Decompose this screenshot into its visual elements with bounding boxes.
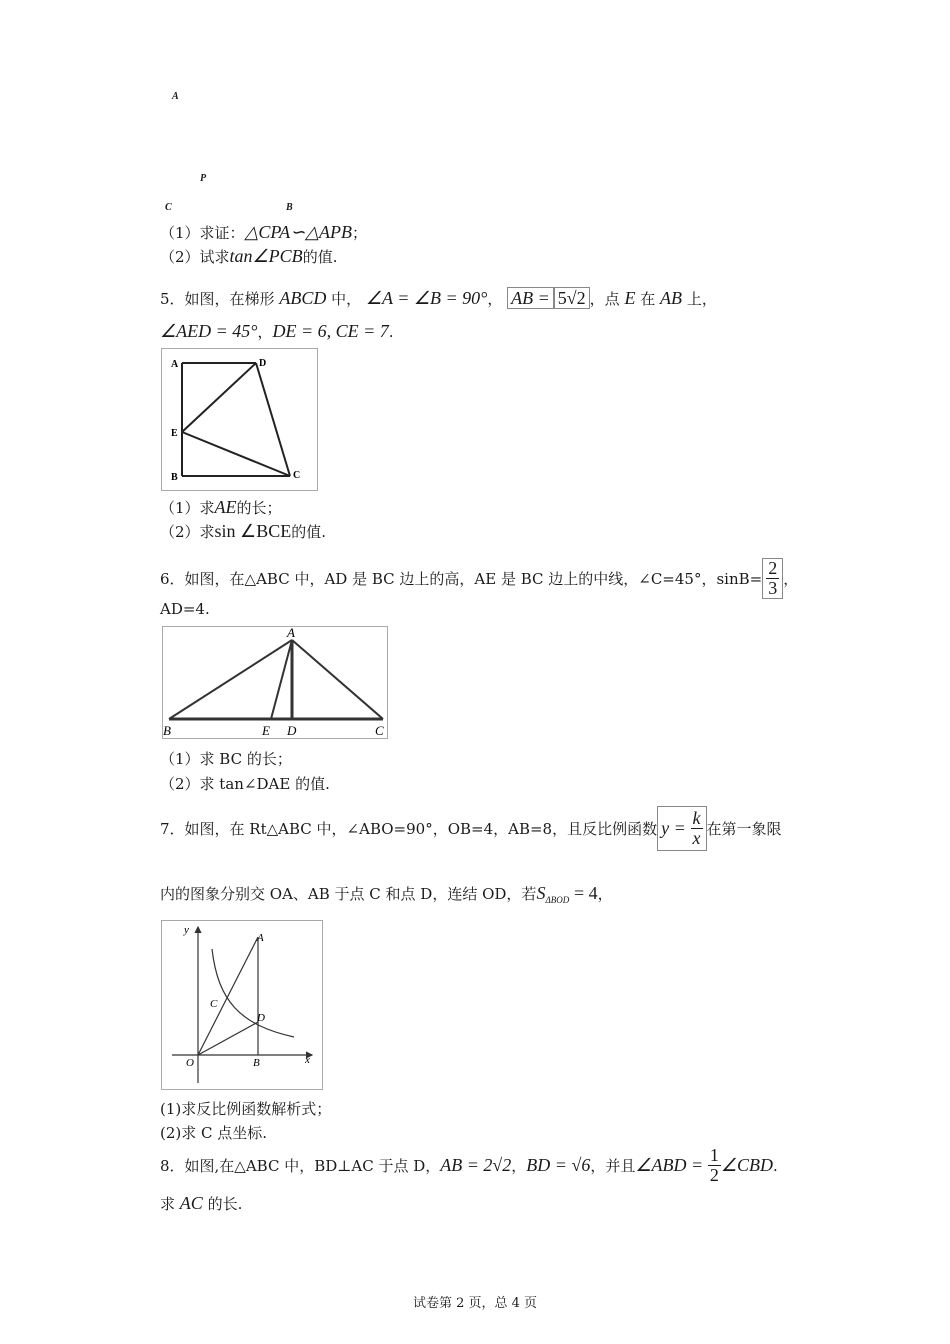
q7-figure	[161, 920, 323, 1090]
q6-figure	[162, 626, 388, 739]
fig7-label-y: y	[184, 924, 189, 936]
q6-line2: AD=4.	[160, 600, 210, 618]
fig5-label-b: B	[171, 472, 178, 483]
fig5-label-e: E	[171, 428, 178, 439]
fig5-label-d: D	[259, 358, 267, 369]
q7-line1: 7．如图，在 Rt△ABC 中，∠ABO=90°，OB=4，AB=8，且反比例函数 y = $\frac{k}{x}$ 在第一象限	[160, 806, 782, 851]
fig6-label-b: B	[163, 723, 171, 738]
fig7-label-c: C	[210, 998, 218, 1010]
fig6-label-d: D	[287, 723, 297, 738]
fig6-label-e: E	[262, 723, 270, 738]
q8-line1: 8．如图,在△ABC 中，BD⊥AC 于点 D， AB = 2√2 ， BD = √6 ，并且 ∠ABD = $\frac{1}{2}$ ∠CBD .	[160, 1145, 778, 1185]
fig7-label-a: A	[257, 932, 264, 944]
q7-fraction: $\frac{k}{x}$	[692, 808, 701, 848]
page-footer: 试卷第 2 页，总 4 页	[412, 1296, 538, 1311]
fig5-label-c: C	[293, 470, 301, 481]
q8-line2: 求 AC 的长.	[160, 1193, 243, 1213]
point-label-a: A	[172, 91, 179, 102]
fig6-label-a: A	[287, 627, 295, 640]
fig5-label-a: A	[171, 359, 179, 370]
q5-line1: 5．如图，在梯形 ABCD 中， ∠A = ∠B = 90°， AB = 5√2 ，点 E 在 AB 上，	[160, 288, 717, 308]
fig7-label-o: O	[186, 1057, 194, 1069]
q4-part1: （1）求证：△CPA∽△APB；	[160, 222, 367, 242]
q6-part2: （2）求 tan∠DAE 的值.	[160, 775, 330, 793]
point-label-c: C	[165, 202, 172, 213]
q5-part2: （2）求sin ∠BCE的值.	[160, 521, 326, 541]
q7-part2: (2)求 C 点坐标.	[160, 1124, 268, 1142]
q5-figure	[161, 348, 318, 491]
q5-line2: ∠AED = 45°，DE = 6, CE = 7.	[160, 321, 394, 341]
q6-line1: 6．如图，在△ABC 中，AD 是 BC 边上的高，AE 是 BC 边上的中线，∠C=45°，sinB= $\frac{2}{3}$ ，	[160, 558, 799, 598]
q8-fraction: $\frac{1}{2}$	[709, 1145, 719, 1185]
fig7-label-d: D	[257, 1012, 265, 1024]
q7-line2: 内的图象分别交 OA、AB 于点 C 和点 D，连结 OD，若$S_{\Delta BOD} = 4$，	[160, 883, 613, 905]
fig6-label-c: C	[375, 723, 384, 738]
point-label-b: B	[286, 202, 293, 213]
q7-part1: (1)求反比例函数解析式；	[160, 1100, 332, 1118]
q6-part1: （1）求 BC 的长；	[160, 750, 292, 768]
q4-part2: （2）试求tan∠PCB的值.	[160, 246, 338, 266]
q6-fraction: $\frac{2}{3}$	[762, 558, 783, 599]
fig7-label-b: B	[253, 1057, 260, 1069]
q5-part1: （1）求AE的长；	[160, 497, 282, 517]
point-label-p: P	[200, 173, 207, 184]
fig7-label-x: x	[305, 1054, 310, 1066]
